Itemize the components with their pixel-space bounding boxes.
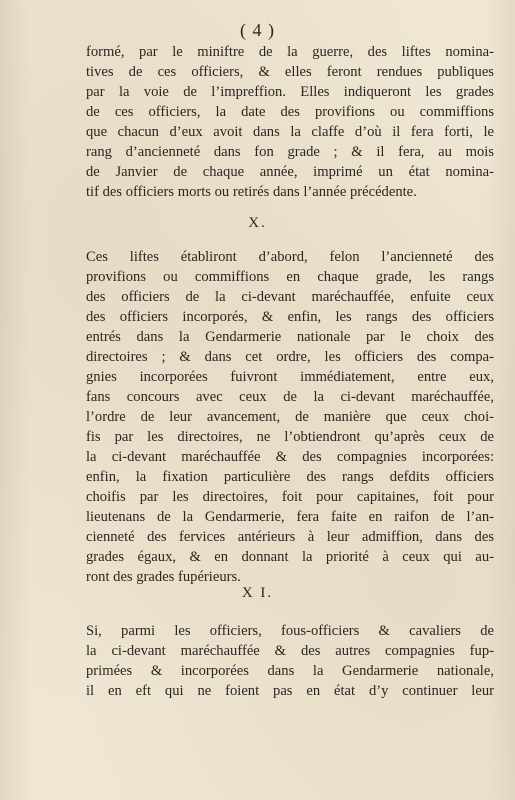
text-line: l’ordre de leur avancement, de manière que ceux choi- [86, 409, 494, 425]
text-line: des officiers de la ci-devant maréchauffée, enfuite ceux [86, 289, 494, 305]
text-line: provifions ou commiffions en chaque grade, les rangs [86, 269, 494, 285]
text-line: Si, parmi les officiers, fous-officiers & cavaliers de [86, 623, 494, 639]
text-line: directoires ; & dans cet ordre, les officiers des compa- [86, 349, 494, 365]
text-line: tif des officiers morts ou retirés dans l’année précédente. [86, 184, 417, 200]
text-line: gnies incorporées fuivront immédiatement, entre eux, [86, 369, 494, 385]
text-line: entrés dans la Gendarmerie nationale par le choix des [86, 329, 494, 345]
section-xi-paragraph [86, 621, 494, 701]
text-line: ront des grades fupérieurs. [86, 569, 241, 585]
text-line: de ces officiers, la date des provifions ou commiffions [86, 104, 494, 120]
text-line: il en eft qui ne foient pas en état d’y continuer leur [86, 683, 494, 699]
text-line: des officiers incorporés, & enfin, les rangs des officiers [86, 309, 494, 325]
text-line: primées & incorporées dans la Gendarmerie nationale, [86, 663, 494, 679]
text-line: formé, par le miniftre de la guerre, des liftes nomina- [86, 44, 494, 60]
section-x-paragraph [86, 247, 494, 587]
text-line: enfin, la fixation particulière des rangs defdits officiers [86, 469, 494, 485]
text-line: la ci-devant maréchauffée & des autres compagnies fup- [86, 643, 494, 659]
text-line: cienneté des fervices antérieurs à leur admiffion, dans des [86, 529, 494, 545]
text-line: lieutenans de la Gendarmerie, fera faite en raifon de l’an- [86, 509, 494, 525]
text-line: fans concours avec ceux de la ci-devant maréchauffée, [86, 389, 494, 405]
text-line: tives de ces officiers, & elles feront rendues publiques [86, 64, 494, 80]
text-line: Ces liftes établiront d’abord, felon l’ancienneté des [86, 249, 494, 265]
section-heading-x: X. [248, 215, 267, 231]
text-line: par la voie de l’impreffion. Elles indiqueront les grades [86, 84, 494, 100]
page-number: ( 4 ) [240, 20, 275, 40]
paragraph-continuation [86, 42, 494, 202]
text-line: que chacun d’eux avoit dans la claffe d’où il fera forti, le [86, 124, 494, 140]
text-line: la ci-devant maréchauffée & des compagnies incorporées: [86, 449, 494, 465]
text-line: choifis par les directoires, foit pour capitaines, foit pour [86, 489, 494, 505]
text-line: de Janvier de chaque année, imprimé un état nomina- [86, 164, 494, 180]
text-line: rang d’ancienneté dans fon grade ; & il fera, au mois [86, 144, 494, 160]
section-heading-xi: X I. [241, 585, 274, 601]
text-line: grades égaux, & en donnant la priorité à ceux qui au- [86, 549, 494, 565]
text-line: fis par les directoires, ne l’obtiendront qu’après ceux de [86, 429, 494, 445]
